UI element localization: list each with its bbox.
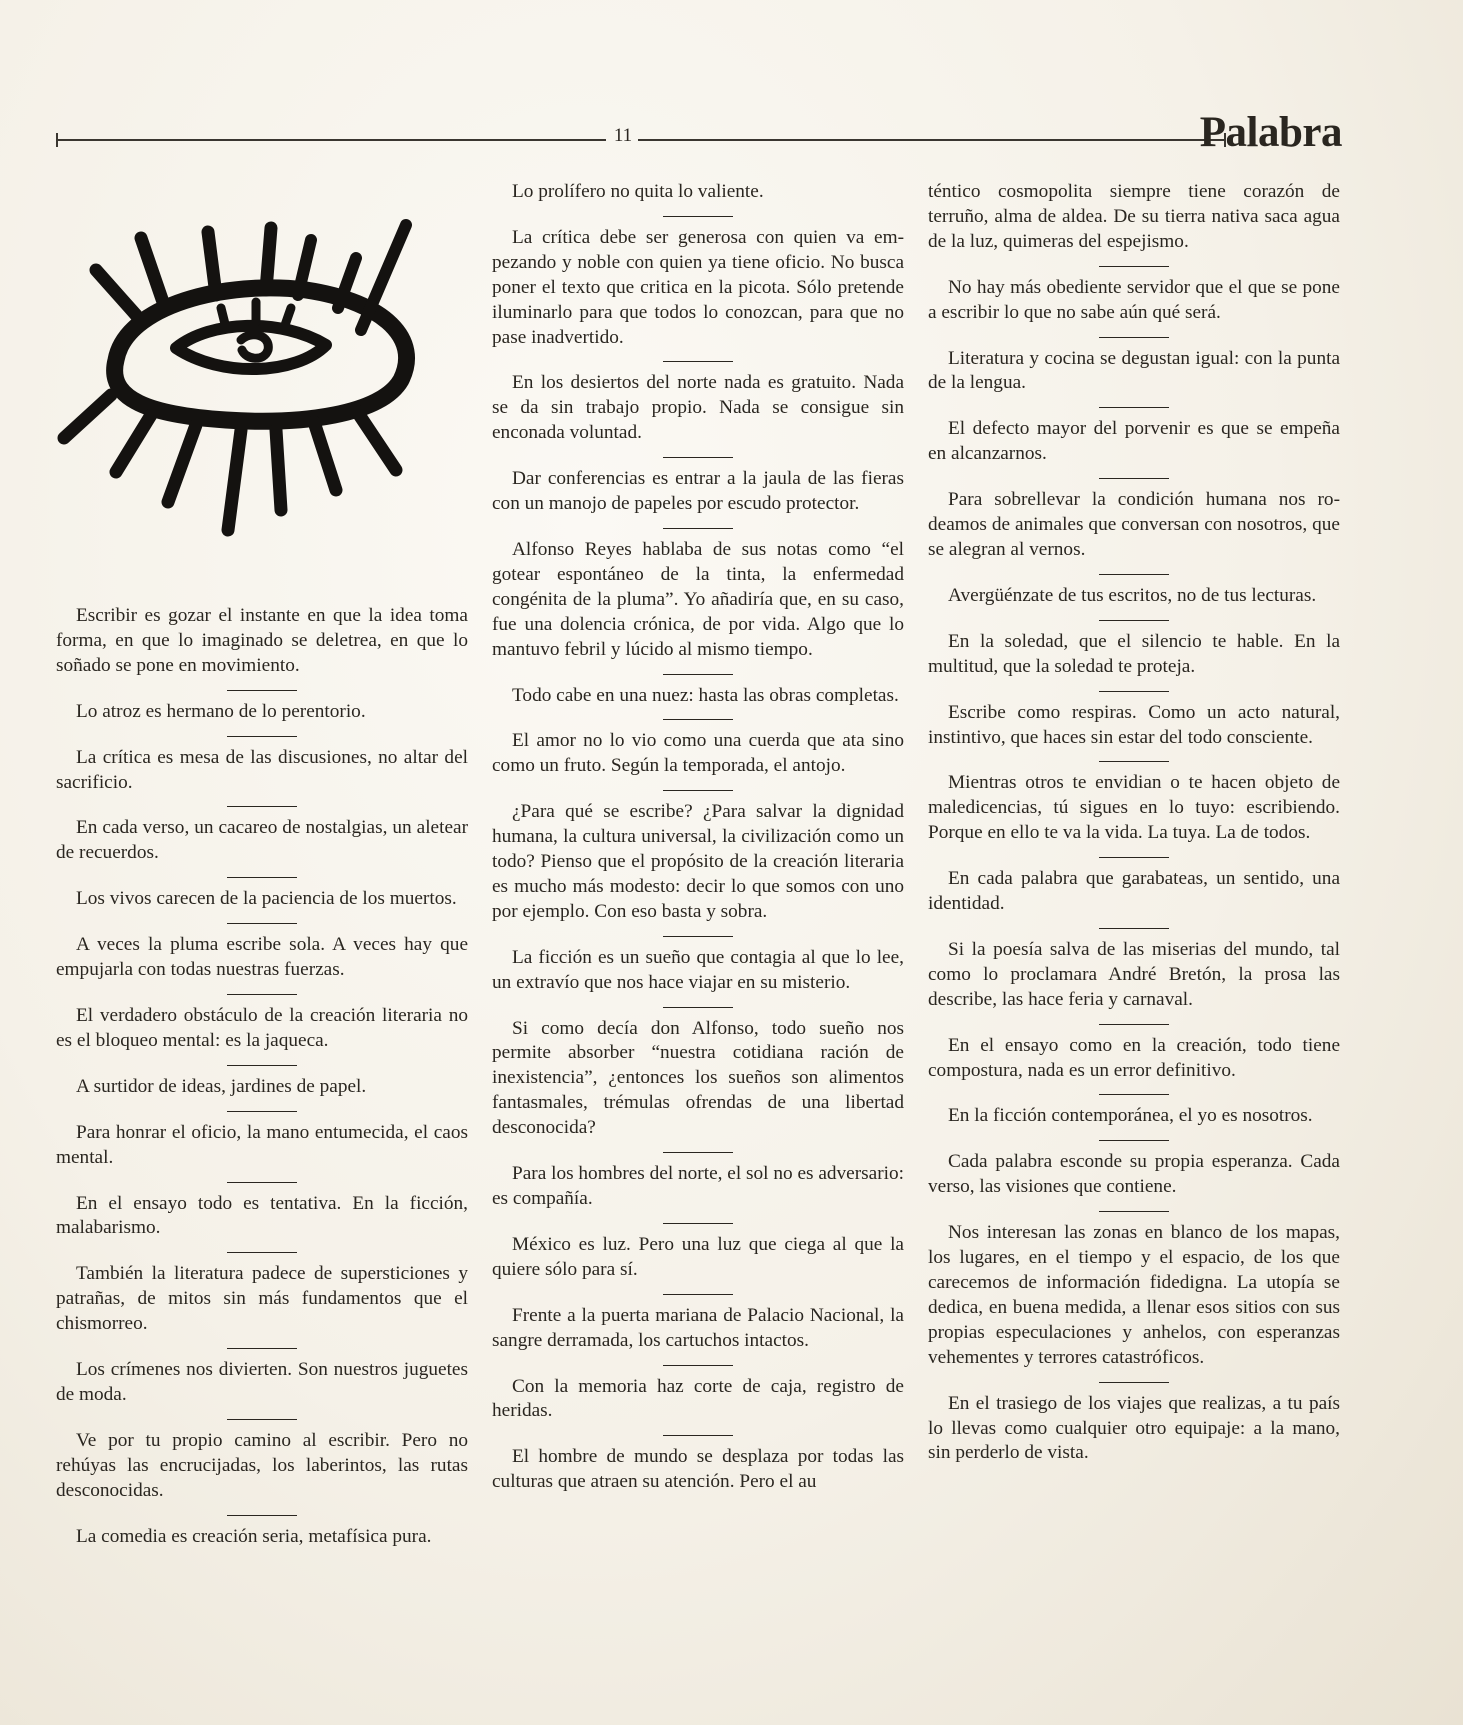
page-header: [56, 108, 1342, 168]
separator-rule: [227, 877, 297, 878]
aphorism-paragraph: Lo atroz es hermano de lo perentorio.: [76, 700, 366, 722]
separator-rule: [663, 1152, 733, 1153]
aphorism-paragraph: Los vivos carecen de la paciencia de los muertos.: [76, 888, 457, 910]
aphorism-paragraph: Escribir es gozar el instante en que la idea toma forma, en que lo imaginado se deletrea, en que lo soñado se pone en movimiento.: [56, 605, 468, 676]
separator-rule: [227, 1182, 297, 1183]
separator-rule: [227, 923, 297, 924]
separator-rule: [227, 806, 297, 807]
aphorism-paragraph: También la literatura padece de supersticiones y patrañas, de mitos sin más fundamentos que el chismorreo.: [56, 1263, 468, 1335]
aphorism-paragraph: Los crímenes nos divierten. Son nuestros juguetes de moda.: [56, 1359, 468, 1405]
separator-rule: [227, 736, 297, 737]
separator-rule: [227, 1419, 297, 1420]
aphorism-paragraph: Si como decía don Alfonso, todo sueño nos permite absorber “nuestra cotidiana ración de inexistencia”, ¿entonces los sueños son alimentos fantasmales, trémulas ofrendas de una libertad desconocida?: [492, 1017, 904, 1139]
separator-rule: [1099, 1024, 1169, 1025]
aphorism-paragraph: Dar conferencias es entrar a la jaula de las fieras con un manojo de papeles por escudo protector.: [492, 468, 904, 515]
aphorism-paragraph: En los desiertos del norte nada es gratuito. Nada se da sin trabajo propio. Nada se consigue sin enconada voluntad.: [492, 372, 904, 444]
page-number: 11: [613, 125, 633, 146]
separator-rule: [227, 994, 297, 995]
aphorism-paragraph: Con la memoria haz corte de caja, registro de heridas.: [492, 1375, 904, 1422]
separator-rule: [1099, 928, 1169, 929]
separator-rule: [663, 1007, 733, 1008]
separator-rule: [1099, 1094, 1169, 1095]
aphorism-paragraph: La crítica es mesa de las discusiones, no altar del sacrificio.: [56, 746, 468, 793]
separator-rule: [227, 690, 297, 691]
aphorism-paragraph: A surtidor de ideas, jardines de papel.: [76, 1075, 367, 1097]
aphorism-paragraph: A veces la pluma escribe sola. A veces hay que empujarla con todas nuestras fuerzas.: [56, 934, 468, 981]
separator-rule: [1099, 574, 1169, 575]
separator-rule: [663, 790, 733, 791]
separator-rule: [1099, 478, 1169, 479]
aphorism-paragraph: Para los hombres del norte, el sol no es adversario: es compañía.: [492, 1163, 904, 1209]
separator-rule: [227, 1252, 297, 1253]
aphorism-paragraph: En cada verso, un cacareo de nostalgias, un aletear de recuerdos.: [56, 817, 468, 864]
separator-rule: [1099, 337, 1169, 338]
separator-rule: [1099, 1140, 1169, 1141]
aphorism-paragraph: Avergüénzate de tus escritos, no de tus lecturas.: [948, 584, 1317, 606]
aphorism-paragraph: Nos interesan las zonas en blanco de los mapas, los lugares, en el tiempo y el espacio, de los que carecemos de información fidedigna. La utopía se dedica, en buena medida, a llenar esos sitios con sus propias especulaciones y anhelos, con esperanzas vehementes y terrores catastróficos.: [928, 1222, 1340, 1368]
separator-rule: [227, 1515, 297, 1516]
aphorism-paragraph: La crítica debe ser generosa con quien va empezando y noble con quien ya tiene oficio. No busca poner el texto que critica en la picota. Sólo pretende iluminarlo para que todos lo conozcan, para que no pase inadvertido.: [492, 226, 904, 348]
text-column-2: [492, 180, 904, 1495]
aphorism-paragraph: Literatura y cocina se degustan igual: con la punta de la lengua.: [928, 347, 1340, 394]
aphorism-paragraph: Frente a la puerta mariana de Palacio Nacional, la sangre derramada, los cartuchos intactos.: [492, 1304, 904, 1351]
header-rule-right: [638, 139, 1226, 141]
separator-rule: [663, 936, 733, 937]
aphorism-paragraph-continued: téntico cosmopolita siempre tiene corazón de terruño, alma de aldea. De su tierra nativa saca agua de la luz, quimeras del espejismo.: [928, 181, 1340, 252]
separator-rule: [1099, 691, 1169, 692]
separator-rule: [663, 361, 733, 362]
aphorism-paragraph: En cada palabra que garabateas, un sentido, una identidad.: [928, 868, 1340, 915]
separator-rule: [663, 457, 733, 458]
separator-rule: [663, 719, 733, 720]
separator-rule: [663, 1223, 733, 1224]
separator-rule: [1099, 857, 1169, 858]
separator-rule: [1099, 761, 1169, 762]
aphorism-paragraph: Ve por tu propio camino al escribir. Pero no rehúyas las encrucijadas, los laberintos, las rutas desconocidas.: [56, 1429, 468, 1501]
aphorism-paragraph: No hay más obediente servidor que el que se pone a escribir lo que no sabe aún qué será.: [928, 276, 1340, 323]
separator-rule: [1099, 620, 1169, 621]
aphorism-paragraph: Lo prolífero no quita lo valiente.: [512, 181, 764, 202]
separator-rule: [1099, 1211, 1169, 1212]
aphorism-paragraph: La comedia es creación seria, metafísica pura.: [76, 1525, 432, 1547]
aphorism-paragraph: Mientras otros te envidian o te hacen objeto de maledicencias, tú sigues en lo tuyo: escribiendo. Porque en ello te va la vida. La tuya. La de todos.: [928, 772, 1340, 844]
aphorism-paragraph: Si la poesía salva de las miserias del mundo, tal como lo proclamara André Bretón, la prosa las describe, las hace feria y carnaval.: [928, 938, 1340, 1010]
aphorism-paragraph: Para honrar el oficio, la mano entumecida, el caos mental.: [56, 1121, 468, 1168]
aphorism-paragraph: El verdadero obstáculo de la creación literaria no es el bloqueo mental: es la jaqueca.: [56, 1004, 468, 1051]
separator-rule: [1099, 1382, 1169, 1383]
separator-rule: [663, 1294, 733, 1295]
header-rule-left: [58, 139, 606, 141]
eye-brush-drawing-icon: [56, 210, 436, 550]
separator-rule: [227, 1065, 297, 1066]
separator-rule: [663, 1435, 733, 1436]
aphorism-paragraph: Para sobrellevar la condición humana nos rodeamos de animales que conversan con nosotros, que se alegran al vernos.: [928, 489, 1340, 560]
separator-rule: [1099, 266, 1169, 267]
section-title: Palabra: [1199, 109, 1342, 156]
aphorism-paragraph: Alfonso Reyes hablaba de sus notas como “el gotear espontáneo de la tinta, la enfermedad congénita de la pluma”. Yo añadiría que, en su caso, fue una dolencia crónica, de por vida. Algo que lo mantuvo febril y lúcido al mismo tiempo.: [492, 538, 904, 660]
aphorism-paragraph: ¿Para qué se escribe? ¿Para salvar la dignidad humana, la cultura universal, la civilización como un todo? Pienso que el propósito de la creación literaria es mucho más modesto: decir lo que somos con uno por ejemplo. Con eso basta y sobra.: [492, 801, 904, 922]
aphorism-paragraph: En la soledad, que el silencio te hable. En la multitud, que la soledad te proteja.: [928, 630, 1340, 677]
aphorism-paragraph: Todo cabe en una nuez: hasta las obras completas.: [512, 684, 899, 706]
aphorism-paragraph: En el ensayo todo es tentativa. En la ficción, malabarismo.: [56, 1192, 468, 1239]
text-column-3: [928, 180, 1340, 1466]
aphorism-paragraph: El amor no lo vio como una cuerda que ata sino como un fruto. Según la temporada, el antojo.: [492, 730, 904, 777]
separator-rule: [663, 674, 733, 675]
separator-rule: [227, 1111, 297, 1112]
separator-rule: [663, 528, 733, 529]
aphorism-paragraph: Escribe como respiras. Como un acto natural, instintivo, que haces sin estar del todo consciente.: [928, 701, 1340, 748]
aphorism-paragraph: La ficción es un sueño que contagia al que lo lee, un extravío que nos hace viajar en su misterio.: [492, 946, 904, 993]
separator-rule: [1099, 407, 1169, 408]
aphorism-paragraph: El hombre de mundo se desplaza por todas las culturas que atraen su atención. Pero el au: [492, 1446, 904, 1493]
separator-rule: [227, 1348, 297, 1349]
separator-rule: [663, 1365, 733, 1366]
aphorism-paragraph: En la ficción contemporánea, el yo es nosotros.: [948, 1105, 1313, 1127]
aphorism-paragraph: México es luz. Pero una luz que ciega al que la quiere sólo para sí.: [492, 1233, 904, 1280]
aphorism-paragraph: Cada palabra esconde su propia esperanza. Cada verso, las visiones que contiene.: [928, 1151, 1340, 1198]
separator-rule: [663, 216, 733, 217]
text-column-1: [56, 604, 468, 1549]
aphorism-paragraph: El defecto mayor del porvenir es que se empeña en alcanzarnos.: [928, 418, 1340, 465]
aphorism-paragraph: En el trasiego de los viajes que realizas, a tu país lo llevas como cualquier otro equipaje: a la mano, sin perderlo de vista.: [928, 1392, 1340, 1464]
aphorism-paragraph: En el ensayo como en la creación, todo tiene compostura, nada es un error definitivo.: [928, 1034, 1340, 1081]
